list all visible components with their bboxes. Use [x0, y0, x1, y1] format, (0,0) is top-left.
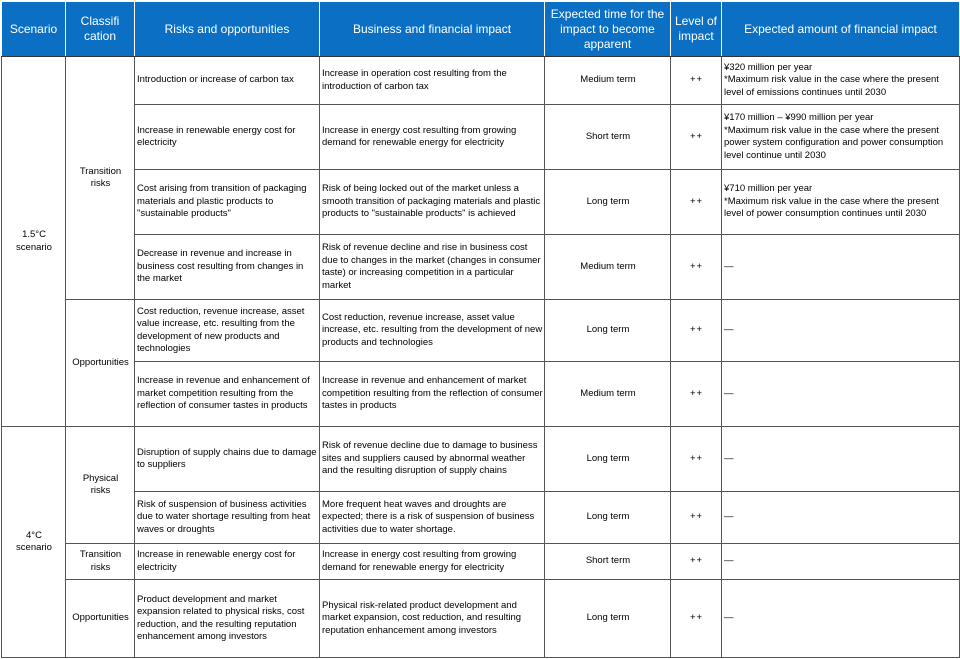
time-cell: Long term	[545, 170, 671, 235]
amount-cell: —	[722, 235, 960, 300]
header-classification: Classifi cation	[66, 2, 135, 57]
amount-cell	[722, 170, 960, 235]
level-cell: ++	[671, 105, 722, 170]
table-row	[2, 492, 960, 544]
amount-value: ¥170 million – ¥990 million per year *Maximum risk value in the case where the present power system configuration and power consumption level continue until 2030	[724, 112, 944, 161]
time-cell: Medium term	[545, 362, 671, 427]
level-cell: ++	[671, 300, 722, 362]
risk-cell: Product development and market expansion related to physical risks, cost reduction, and the resulting reputation enhancement among investors	[135, 580, 320, 658]
classification-cell-transition-risks-4c: Transition risks	[66, 544, 135, 580]
risk-cell: Increase in renewable energy cost for electricity	[135, 544, 320, 580]
table-row	[2, 170, 960, 235]
header-risks: Risks and opportunities	[135, 2, 320, 57]
table-row	[2, 300, 960, 362]
table-row	[2, 427, 960, 492]
header-time: Expected time for the impact to become apparent	[545, 2, 671, 57]
time-cell: Short term	[545, 105, 671, 170]
level-cell: ++	[671, 492, 722, 544]
impact-cell: More frequent heat waves and droughts are expected; there is a risk of suspension of business activities due to water shortage.	[320, 492, 545, 544]
header-impact: Business and financial impact	[320, 2, 545, 57]
time-cell: Short term	[545, 544, 671, 580]
impact-cell: Risk of revenue decline and rise in business cost due to changes in the market (changes in consumer taste) or increasing competition in a particular market	[320, 235, 545, 300]
level-cell: ++	[671, 235, 722, 300]
header-row	[2, 2, 960, 57]
level-cell: ++	[671, 362, 722, 427]
table-row	[2, 580, 960, 658]
classification-cell-opportunities-4c: Opportunities	[66, 580, 135, 658]
scenario-cell-1-5c: 1.5°C scenario	[2, 57, 66, 427]
amount-cell	[722, 105, 960, 170]
impact-cell: Increase in revenue and enhancement of market competition resulting from the reflection of consumer tastes in products	[320, 362, 545, 427]
level-cell: ++	[671, 427, 722, 492]
table-row	[2, 544, 960, 580]
time-cell: Long term	[545, 300, 671, 362]
amount-cell: —	[722, 492, 960, 544]
time-cell: Medium term	[545, 57, 671, 105]
level-cell: ++	[671, 580, 722, 658]
classification-cell-physical-risks: Physical risks	[66, 427, 135, 544]
amount-cell	[722, 57, 960, 105]
amount-cell: —	[722, 300, 960, 362]
level-cell: ++	[671, 170, 722, 235]
classification-cell-opportunities: Opportunities	[66, 300, 135, 427]
amount-cell: —	[722, 544, 960, 580]
risk-cell: Cost arising from transition of packaging materials and plastic products to "sustainable products"	[135, 170, 320, 235]
header-scenario: Scenario	[2, 2, 66, 57]
classification-cell-transition-risks: Transition risks	[66, 57, 135, 300]
risk-cell: Increase in revenue and enhancement of market competition resulting from the reflection of consumer tastes in products	[135, 362, 320, 427]
risk-cell: Increase in renewable energy cost for electricity	[135, 105, 320, 170]
impact-cell: Cost reduction, revenue increase, asset value increase, etc. resulting from the development of new products and technologies	[320, 300, 545, 362]
impact-cell: Physical risk-related product development and market expansion, cost reduction, and resulting reputation enhancement among investors	[320, 580, 545, 658]
level-cell: ++	[671, 544, 722, 580]
impact-cell: Increase in energy cost resulting from growing demand for renewable energy for electricity	[320, 105, 545, 170]
impact-cell: Increase in energy cost resulting from growing demand for renewable energy for electricity	[320, 544, 545, 580]
amount-cell: —	[722, 362, 960, 427]
time-cell: Medium term	[545, 235, 671, 300]
climate-risk-table	[1, 1, 960, 658]
table-row	[2, 362, 960, 427]
amount-value: ¥710 million per year *Maximum risk value in the case where the present level of power consumption continues until 2030	[724, 183, 939, 220]
risk-cell: Cost reduction, revenue increase, asset value increase, etc. resulting from the development of new products and technologies	[135, 300, 320, 362]
risk-cell: Decrease in revenue and increase in business cost resulting from changes in the market	[135, 235, 320, 300]
impact-cell: Increase in operation cost resulting from the introduction of carbon tax	[320, 57, 545, 105]
level-cell: ++	[671, 57, 722, 105]
table-row	[2, 105, 960, 170]
time-cell: Long term	[545, 427, 671, 492]
header-level: Level of impact	[671, 2, 722, 57]
risk-cell: Disruption of supply chains due to damage to suppliers	[135, 427, 320, 492]
impact-cell: Risk of being locked out of the market unless a smooth transition of packaging materials and plastic products to "sustainable products" is achieved	[320, 170, 545, 235]
scenario-cell-4c: 4°C scenario	[2, 427, 66, 658]
impact-cell: Risk of revenue decline due to damage to business sites and suppliers caused by abnormal weather and the resulting disruption of supply chains	[320, 427, 545, 492]
time-cell: Long term	[545, 580, 671, 658]
risk-cell: Risk of suspension of business activities due to water shortage resulting from heat waves or droughts	[135, 492, 320, 544]
table-row	[2, 235, 960, 300]
header-amount: Expected amount of financial impact	[722, 2, 960, 57]
amount-cell: —	[722, 427, 960, 492]
risk-cell: Introduction or increase of carbon tax	[135, 57, 320, 105]
amount-cell: —	[722, 580, 960, 658]
table-row	[2, 57, 960, 105]
time-cell: Long term	[545, 492, 671, 544]
amount-value: ¥320 million per year *Maximum risk value in the case where the present level of emissions continues until 2030	[724, 61, 939, 98]
